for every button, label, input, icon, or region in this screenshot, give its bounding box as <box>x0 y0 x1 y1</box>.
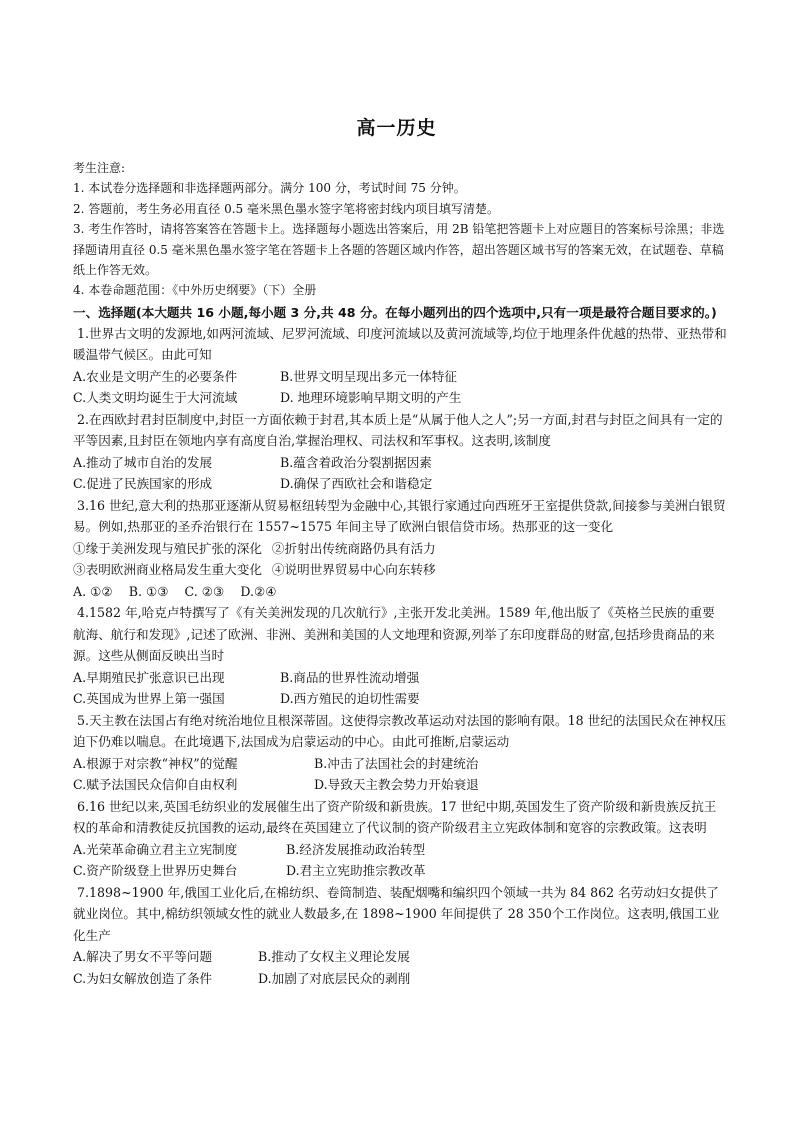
question-6 <box>73 796 727 882</box>
question-stem: 6.16 世纪以来,英国毛纺织业的发展催生出了资产阶级和新贵族。17 世纪中期,英国发生了资产阶级和新贵族反抗王权的革命和清教徒反抗国教的运动,最终在英国建立了代议制的资产阶级君主立宪政体制和宽容的宗教政策。这表明 <box>73 798 717 836</box>
question-options-row2 <box>73 968 727 990</box>
option-b: B.推动了女权主义理论发展 <box>258 949 410 965</box>
option-c: C.人类文明均诞生于大河流域 <box>73 390 238 406</box>
statement-4: ④说明世界贸易中心向东转移 <box>271 562 436 578</box>
statement-3: ③表明欧洲商业格局发生重大变化 <box>73 562 262 578</box>
option-b: B.经济发展推动政治转型 <box>286 841 426 857</box>
question-stem: 5.天主教在法国占有绝对统治地位且根深蒂固。这使得宗教改革运动对法国的影响有限。18 世纪的法国民众在神权压迫下仍难以喘息。在此境遇下,法国成为启蒙运动的中心。由此可推断,启蒙运动 <box>73 712 727 750</box>
question-options <box>73 366 727 388</box>
question-5 <box>73 710 727 796</box>
exam-content <box>73 158 727 989</box>
notice-4: 4. 本卷命题范围：《中外历史纲要》（下）全册 <box>73 283 317 298</box>
question-4 <box>73 602 727 710</box>
question-options-row2 <box>73 774 727 796</box>
option-c: C.赋予法国民众信仰自由权利 <box>73 777 238 793</box>
option-a: A.推动了城市自治的发展 <box>73 454 213 470</box>
question-stem: 7.1898~1900 年,俄国工业化后,在棉纺织、卷筒制造、装配烟嘴和编织四个领域一共为 84 862 名劳动妇女提供了就业岗位。其中,棉纺织领域女性的就业人数最多,在 1898~1900 年间提供了 28 350个工作岗位。这表明,俄国工业化生产 <box>73 884 720 943</box>
option-a: A.光荣革命确立君主立宪制度 <box>73 841 238 857</box>
option-d: D. 地理环境影响早期文明的产生 <box>280 390 462 406</box>
option-a: A.解决了男女不平等问题 <box>73 949 213 965</box>
statement-1: ①缘于美洲发现与殖民扩张的深化 <box>73 540 262 556</box>
question-stem: 2.在西欧封君封臣制度中,封臣一方面依赖于封君,其本质上是“从属于他人之人”;另一方面,封君与封臣之间具有一定的平等因素,且封臣在领地内享有高度自治,掌握治理权、司法权和军事权。这表明,该制度 <box>73 411 723 449</box>
option-b: B.冲击了法国社会的封建统治 <box>314 755 479 771</box>
question-options <box>73 946 727 968</box>
question-stem: 3.16 世纪,意大利的热那亚逐渐从贸易枢纽转型为金融中心,其银行家通过向西班牙王室提供贷款,间接参与美洲白银贸易。例如,热那亚的圣乔治银行在 1557~1575 年间主导了欧洲白银信贷市场。热那亚的这一变化 <box>73 497 726 535</box>
notice-3: 3. 考生作答时，请将答案答在答题卡上。选择题每小题选出答案后，用 2B 铅笔把答题卡上对应题目的答案标号涂黑；非选择题请用直径 0.5 毫米黑色墨水签字笔在答题卡上各题的答题区域内作答，超出答题区域书写的答案无效，在试题卷、草稿纸上作答无效。 <box>73 222 725 278</box>
option-d: D.西方殖民的迫切性需要 <box>280 691 420 707</box>
question-statements-row2 <box>73 559 727 581</box>
notice-1: 1. 本试卷分选择题和非选择题两部分。满分 100 分，考试时间 75 分钟。 <box>73 181 466 196</box>
statement-2: ②折射出传统商路仍具有活力 <box>271 540 436 556</box>
question-options <box>73 753 727 775</box>
option-a: A.根源于对宗教“神权”的觉醒 <box>73 755 238 771</box>
option-d: D.确保了西欧社会和谐稳定 <box>280 476 433 492</box>
question-options-row2 <box>73 387 727 409</box>
option-c: C.英国成为世界上第一强国 <box>73 691 225 707</box>
option-c: C.为妇女解放创造了条件 <box>73 970 213 986</box>
option-b: B.蕴含着政治分裂割据因素 <box>280 454 432 470</box>
question-stem: 4.1582 年,哈克卢特撰写了《有关美洲发现的几次航行》,主张开发北美洲。1589 年,他出版了《英格兰民族的重要航海、航行和发现》,记述了欧洲、非洲、美洲和美国的人文地理和资源,列举了东印度群岛的财富,包括珍贵商品的来源。这些从侧面反映出当时 <box>73 605 715 664</box>
question-7 <box>73 882 727 990</box>
question-options <box>73 452 727 474</box>
option-a: A. ①② <box>73 583 113 599</box>
option-b: B.商品的世界性流动增强 <box>280 669 420 685</box>
option-b: B. ①③ <box>128 583 169 599</box>
question-options-row2 <box>73 860 727 882</box>
question-options-row2 <box>73 473 727 495</box>
option-d: D.加剧了对底层民众的剥削 <box>258 970 411 986</box>
option-d: D.导致天主教会势力开始衰退 <box>314 777 479 793</box>
question-options <box>73 667 727 689</box>
question-options <box>73 581 727 603</box>
question-statements <box>73 538 727 560</box>
question-options <box>73 839 727 861</box>
question-1 <box>73 323 727 409</box>
option-a: A.早期殖民扩张意识已出现 <box>73 669 225 685</box>
question-stem: 1.世界古文明的发源地,如两河流域、尼罗河流域、印度河流域以及黄河流域等,均位于地理条件优越的热带、亚热带和暖温带气候区。由此可知 <box>73 325 727 363</box>
notice-heading: 考生注意: <box>73 161 126 175</box>
option-c: C.资产阶级登上世界历史舞台 <box>73 863 238 879</box>
question-options-row2 <box>73 688 727 710</box>
exam-title: 高一历史 <box>356 117 437 139</box>
notice-2: 2. 答题前，考生务必用直径 0.5 毫米黑色墨水签字笔将密封线内项目填写清楚。 <box>73 201 499 216</box>
question-2 <box>73 409 727 495</box>
option-c: C. ②③ <box>184 583 225 599</box>
option-a: A.农业是文明产生的必要条件 <box>73 368 238 384</box>
option-b: B.世界文明呈现出多元一体特征 <box>280 368 457 384</box>
question-3 <box>73 495 727 603</box>
option-d: D.②④ <box>240 583 277 599</box>
option-d: D.君主立宪助推宗教改革 <box>286 863 426 879</box>
section-1-heading: 一、选择题(本大题共 16 小题,每小题 3 分,共 48 分。在每小题列出的四个选项中,只有一项是最符合题目要求的。) <box>73 304 717 320</box>
notice-block <box>73 158 727 301</box>
option-c: C.促进了民族国家的形成 <box>73 476 213 492</box>
